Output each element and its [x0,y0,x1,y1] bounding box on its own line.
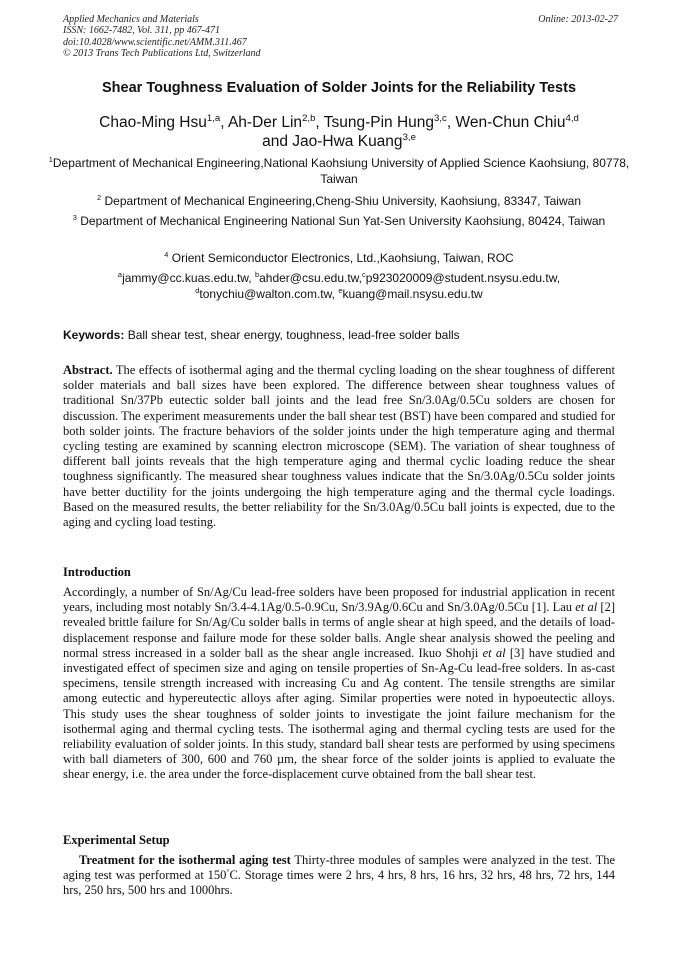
email: $^e$kuang@mail.nsysu.edu.tw [338,286,483,301]
keywords-label: Keywords: [63,328,125,342]
email: $^c$p923020009@student.nsysu.edu.tw, [362,270,561,285]
paper-title: Shear Toughness Evaluation of Solder Joints for the Reliability Tests [101,80,577,96]
copyright-line: © 2013 Trans Tech Publications Ltd, Switzerland [63,47,261,59]
experimental-body: Treatment for the isothermal aging test Thirty-three modules of samples were analyzed in the test. The aging test was performed at 150°C. Storage times were 2 hrs, 4 hrs, 8 hrs, 16 hrs, 32 hrs, 48 hrs, 72 hrs, 144 hrs, 250 hrs, 500 hrs and 1000hrs. [63,853,616,898]
email-list [48,270,630,302]
affiliation: $^2$ Department of Mechanical Engineering,Cheng-Shiu University, Kaohsiung, 83347, Taiwan [97,193,581,208]
author: Wen-Chun Chiu$^{4,d}$ [455,112,579,131]
abstract [63,363,615,530]
journal-name: Applied Mechanics and Materials [63,14,199,25]
keywords [63,328,623,342]
doi-line: doi:10.4028/www.scientific.net/AMM.311.467 [63,36,247,48]
email: $^d$tonychiu@walton.com.tw, [195,286,339,301]
author: Ah-Der Lin$^{2,b}$, [227,112,324,131]
subheading: Treatment for the isothermal aging test [79,853,291,867]
introduction-body: Accordingly, a number of Sn/Ag/Cu lead-free solders have been proposed for industrial application in recent years, including most notably Sn/3.4-4.1Ag/0.5-0.9Cu, Sn/3.9Ag/0.6Cu and Sn/3.0Ag/0.5Cu [1]. Lau et al [2] revealed brittle failure for Sn/Ag/Cu solder balls in terms of angle shear at high speed, and the details of load-displacement response and failure mode for these solder balls. Angle shear analysis showed the peeling and normal stress increased in a solder ball as the shear angle increased. Ikuo Shohji et al [3] have studied and investigated effect of specimen size and aging on tensile properties of Sn-Ag-Cu lead-free solders. In as-cast specimens, tensile strength increased with increasing Cu and Ag content. The tensile strengths are similar among eutectic and hypereutectic alloys after aging. Similar properties were noted in hypoeutectic alloys. This study uses the shear toughness of solder joints to investigate the joint failure mechanism for the isothermal aging and thermal cycling tests. The isothermal aging and thermal cycling tests are used for the reliability evaluation of solder joints. In this study, standard ball shear tests are performed by using specimens with ball diameters of 300, 600 and 760 µm, the shear force of the solder joints is applied to evaluate the shear energy, i.e. the area under the force-displacement curve obtained from the ball shear test. [63,585,615,782]
abstract-label: Abstract. [63,363,113,377]
author-list [40,113,638,151]
author: Tsung-Pin Hung$^{3,c}$, [323,112,456,131]
affiliation: $^3$ Department of Mechanical Engineering National Sun Yat-Sen University Kaohsiung, 80424, Taiwan [72,213,606,228]
keywords-text: Ball shear test, shear energy, toughness, lead-free solder balls [127,328,460,342]
experimental-heading: Experimental Setup [63,833,170,847]
journal-header [63,14,618,59]
affiliation: $^4$ Orient Semiconductor Electronics, Ltd.,Kaohsiung, Taiwan, ROC [164,250,514,265]
email: $^a$jammy@cc.kuas.edu.tw, [117,270,255,285]
author: Chao-Ming Hsu$^{1,a}$, [99,112,228,131]
online-date: Online: 2013-02-27 [538,14,618,25]
email: $^b$ahder@csu.edu.tw, [254,270,363,285]
introduction-heading: Introduction [63,565,131,579]
issn-line: ISSN: 1662-7482, Vol. 311, pp 467-471 [63,25,221,37]
affiliation: $^1$Department of Mechanical Engineering,National Kaohsiung University of Applied Science Kaohsiung, 80778, Taiwan [48,155,630,186]
abstract-text: The effects of isothermal aging and the thermal cycling loading on the shear toughness of different solder materials and ball sizes have been explored. The difference between shear toughness values of traditional Sn/37Pb eutectic solder ball joints and the lead free Sn/3.0Ag/0.5Cu solders are chosen for discussion. The experiment measurements under the ball shear test (BST) have been compared and studied for both solder joints. The fracture behaviors of the solder joints under the high temperature aging and thermal cycling testing are examined by scanning electron microscope (SEM). The variation of shear toughness of different ball joints reveals that the high temperature aging and thermal cyclic loading reduce the shear toughness significantly. The measured shear toughness values indicate that the Sn/3.0Ag/0.5Cu solder joints have better ductility for the joints undergoing the high temperature aging and the thermal cycle loadings. Based on the measured results, the better reliability for the Sn/3.0Ag/0.5Cu ball joints is expected, due to the aging and cycling load testing. [63,363,615,530]
author: and Jao-Hwa Kuang$^{3,e}$ [262,131,416,150]
